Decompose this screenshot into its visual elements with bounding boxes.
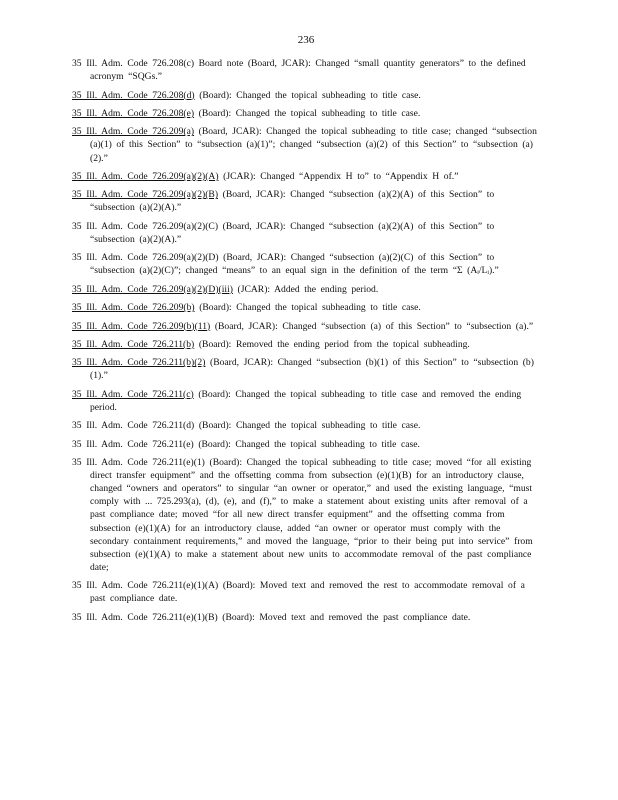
amendment-entry [72,438,540,451]
citation: 35 Ill. Adm. Code 726.211(e)(1) [72,457,205,469]
amendment-entry [72,338,540,351]
citation: 35 Ill. Adm. Code 726.211(e) [72,438,194,450]
citation: 35 Ill. Adm. Code 726.209(a)(2)(C) [72,220,219,232]
amendment-entry [72,356,540,382]
citation: 35 Ill. Adm. Code 726.208(c) [72,58,195,70]
amendment-entry [72,456,540,574]
amendment-description: (Board): Changed the topical subheading to title case. [198,438,420,450]
amendment-description: (Board): Changed the topical subheading to title case. [199,302,421,314]
amendment-entry [72,107,540,120]
amendment-entry [72,125,540,164]
citation: 35 Ill. Adm. Code 726.209(a)(2)(D)(iii) [72,283,233,295]
amendment-description: (Board): Moved text and removed the past compliance date. [222,611,471,623]
amendment-description: (JCAR): Added the ending period. [237,283,379,295]
citation: 35 Ill. Adm. Code 726.211(e)(1)(B) [72,611,218,623]
amendment-description: (Board): Moved text and removed the rest to accommodate removal of a past compliance date. [90,580,525,605]
citation: 35 Ill. Adm. Code 726.211(b) [72,338,195,350]
amendment-entry [72,220,540,246]
citation: 35 Ill. Adm. Code 726.211(b)(2) [72,357,206,369]
amendment-entry [72,320,540,333]
citation: 35 Ill. Adm. Code 726.209(a)(2)(D) [72,252,219,264]
amendment-entry [72,89,540,102]
amendment-description: (Board): Changed the topical subheading to title case. [198,107,421,119]
citation: 35 Ill. Adm. Code 726.209(a) [72,126,195,138]
amendment-description: (Board): Changed the topical subheading to title case. [199,89,421,101]
amendment-description: (JCAR): Changed “Appendix H to” to “Appendix H of.” [223,170,459,182]
citation: 35 Ill. Adm. Code 726.208(d) [72,89,195,101]
citation: 35 Ill. Adm. Code 726.209(b) [72,302,195,314]
amendment-entry [72,579,540,605]
amendment-description: (Board, JCAR): Changed “subsection (b)(1) of this Section” to “subsection (b)(1).” [90,357,534,382]
amendment-list [72,57,540,624]
citation: 35 Ill. Adm. Code 726.209(a)(2)(B) [72,189,219,201]
citation: 35 Ill. Adm. Code 726.211(c) [72,388,194,400]
amendment-entry [72,57,540,83]
amendment-description: (Board): Changed the topical subheading to title case; moved “for all existing direct transfer equipment” and the offsetting comma from subsection (e)(1)(B) for an introductory clause, changed “owners and operators” to singular “an owner or operator,” and used the existing language, “must comply with ... 725.293(a), (d), (e), and (f),” to make a statement about existing units after removal of a past compliance date; moved “for all new direct transfer equipment” and the offsetting comma from subsection (e)(1)(A) for an introductory clause, added “an owner or operator must comply with the secondary containment requirements,” and moved the language, “prior to their being put into service” from subsection (e)(1)(A) to make a statement about new units to accommodate removal of the past compliance date; [90,457,533,573]
citation: 35 Ill. Adm. Code 726.211(e)(1)(A) [72,580,219,592]
amendment-description: Board note (Board, JCAR): Changed “small quantity generators” to the defined acronym “SQGs.” [90,58,526,83]
citation: 35 Ill. Adm. Code 726.208(e) [72,107,195,119]
amendment-entry [72,283,540,296]
citation: 35 Ill. Adm. Code 726.209(b)(11) [72,320,211,332]
amendment-entry [72,301,540,314]
amendment-description: (Board, JCAR): Changed the topical subheading to title case; changed “subsection (a)(1) of this Section” to “subsection (a)(1)”; changed “subsection (a)(2) of this Section” to “subsection (a)(2).” [90,126,537,164]
amendment-description: (Board, JCAR): Changed “subsection (a)(2)(A) of this Section” to “subsection (a)(2)(A).” [90,189,495,214]
amendment-description: (Board): Changed the topical subheading to title case and removed the ending period. [90,388,522,413]
amendment-entry [72,611,540,624]
page-number: 236 [297,34,315,46]
amendment-description: (Board): Removed the ending period from the topical subheading. [198,338,470,350]
amendment-entry [72,419,540,432]
amendment-description: (Board): Changed the topical subheading to title case. [198,420,421,432]
amendment-description: (Board, JCAR): Changed “subsection (a)(2)(A) of this Section” to “subsection (a)(2)(A).” [90,220,495,245]
amendment-entry [72,188,540,214]
amendment-entry [72,388,540,414]
amendment-description: (Board, JCAR): Changed “subsection (a) of this Section” to “subsection (a).” [214,320,534,332]
amendment-entry [72,170,540,183]
citation: 35 Ill. Adm. Code 726.211(d) [72,420,195,432]
amendment-description: (Board, JCAR): Changed “subsection (a)(2)(C) of this Section” to “subsection (a)(2)(C)”; changed “means” to an equal sign in the definition of the term “Σ (Aᵢ/Lᵢ).” [90,252,499,277]
amendment-entry [72,251,540,277]
citation: 35 Ill. Adm. Code 726.209(a)(2)(A) [72,170,219,182]
